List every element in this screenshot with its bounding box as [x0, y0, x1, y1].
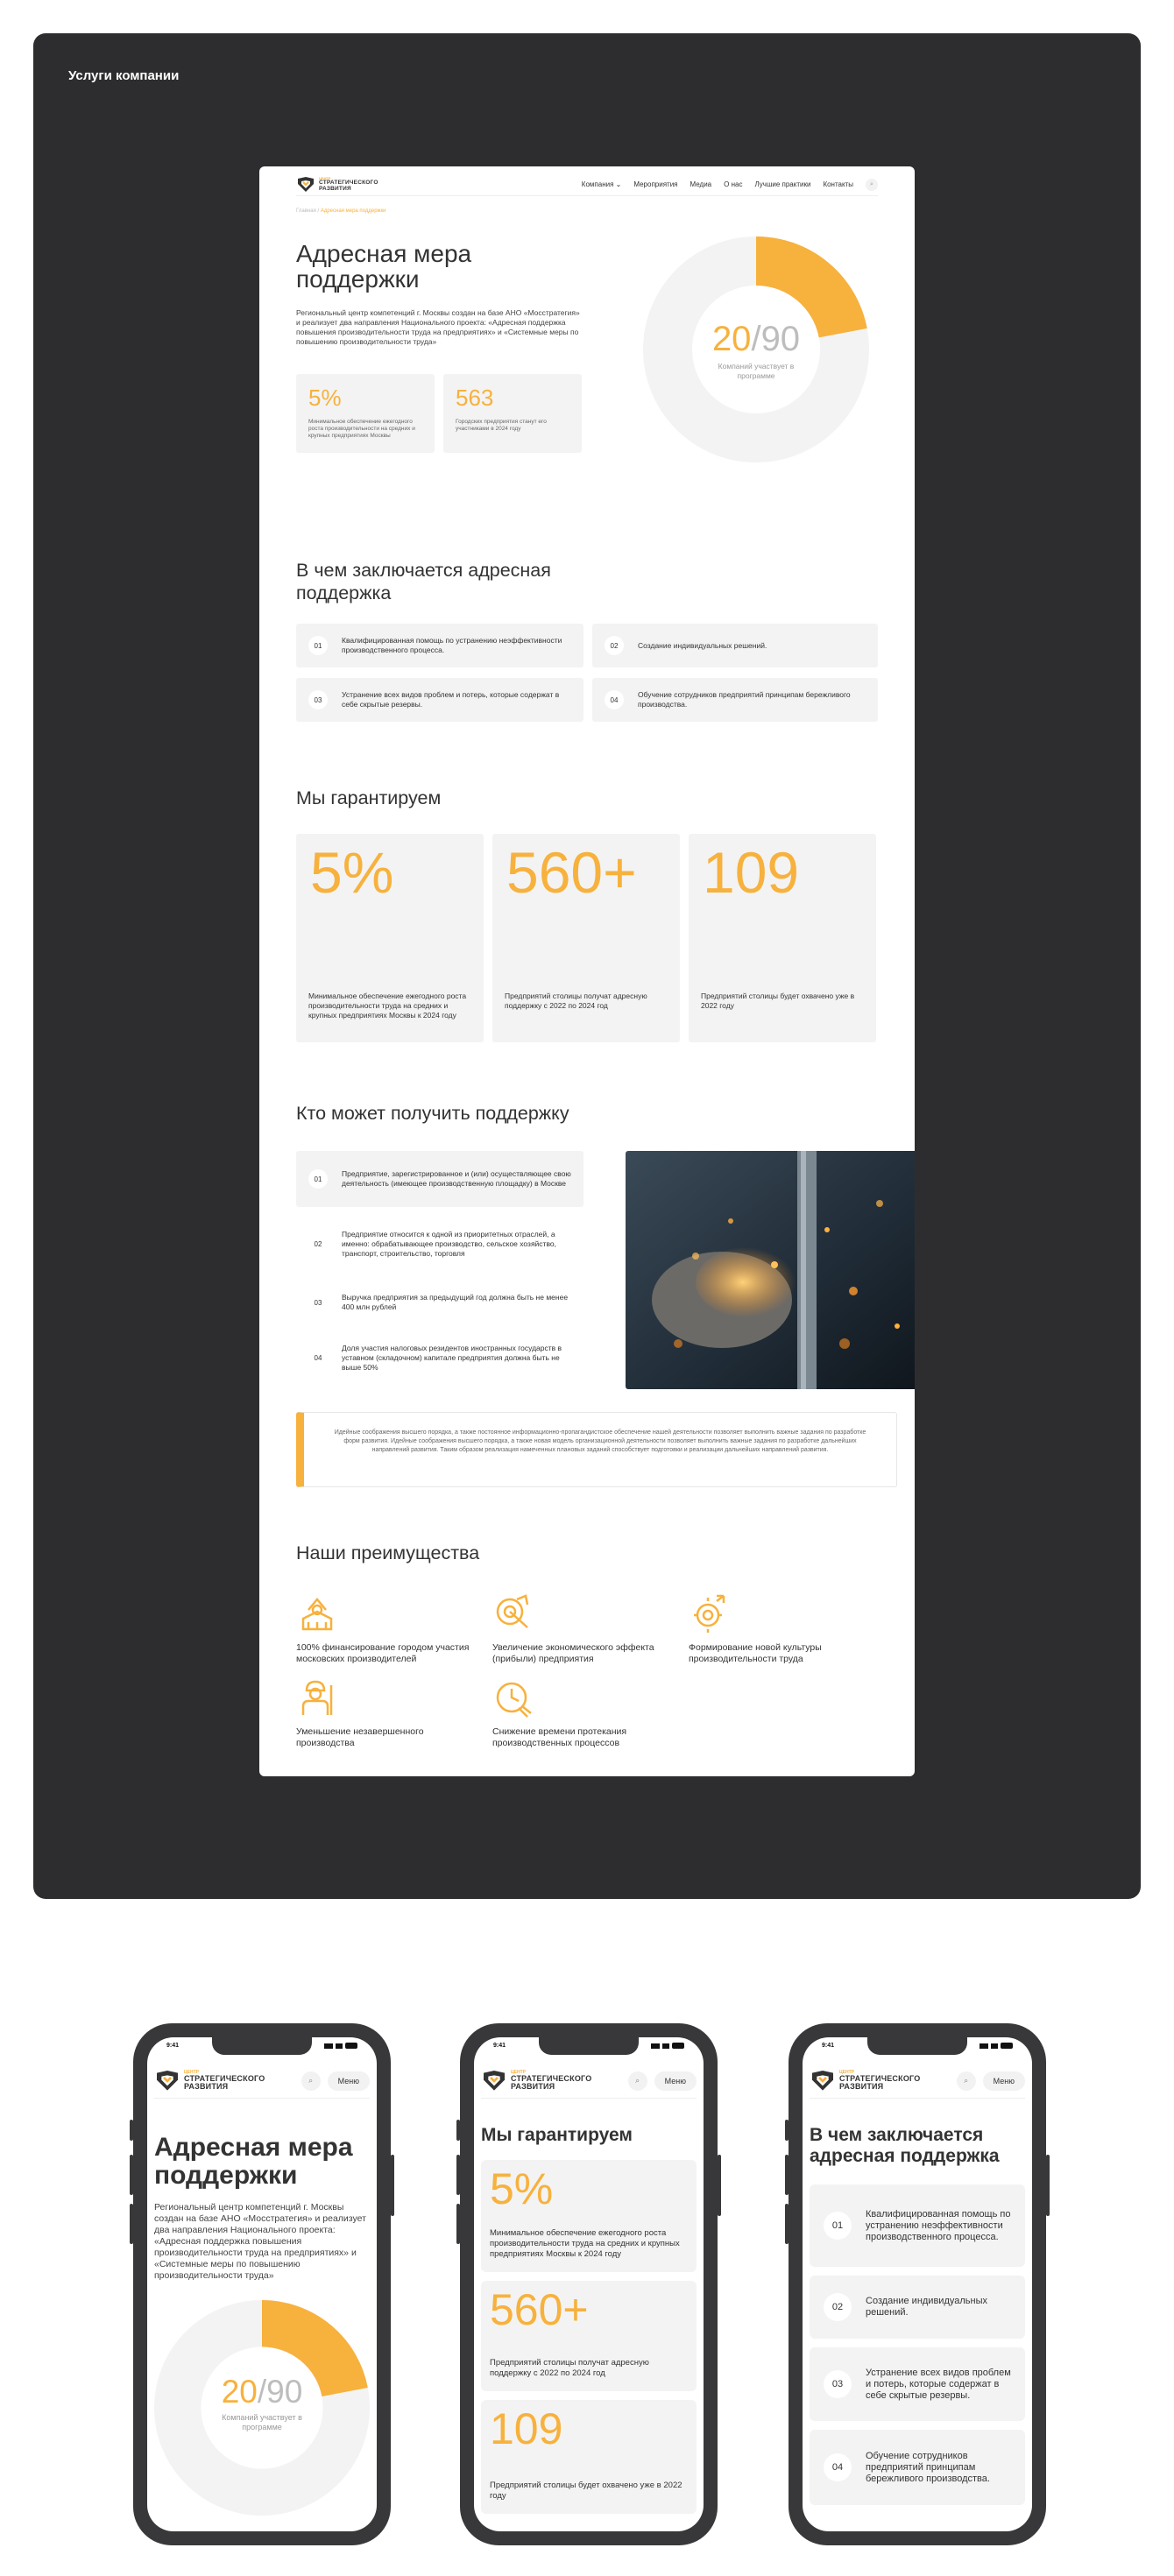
nav-item-company[interactable]: Компания ⌄ [581, 180, 622, 188]
section-title-guarantee: Мы гарантируем [296, 787, 442, 808]
feature-number: 04 [605, 690, 624, 709]
logo-line1: ЦЕНТР [184, 2070, 199, 2075]
status-icons [324, 2043, 357, 2049]
dark-panel [33, 33, 1141, 1899]
status-icons [651, 2043, 684, 2049]
eligibility-number: 01 [308, 1169, 328, 1189]
status-time: 9:41 [166, 2043, 180, 2049]
funding-icon [296, 1592, 338, 1634]
logo-line1: ЦЕНТР [839, 2070, 854, 2075]
eligibility-text: Выручка предприятия за предыдущий год должна быть не менее 400 млн рублей [342, 1293, 569, 1311]
phone-screen [474, 2037, 704, 2531]
logo-mark-icon [154, 2071, 180, 2092]
phone-mockup-hero [133, 2023, 391, 2545]
phone-mockup-essence [789, 2023, 1046, 2545]
guarantee-text: Предприятий столицы будет охвачено уже в 2022 году [490, 2481, 682, 2501]
feature-item [810, 2276, 1025, 2339]
worker-icon [296, 1676, 338, 1719]
advantage-item [492, 1592, 680, 1665]
feature-text: Создание индивидуальных решений. [638, 640, 767, 650]
eligibility-item[interactable] [296, 1216, 583, 1272]
feature-number: 02 [605, 636, 624, 655]
feature-text: Создание индивидуальных решений. [866, 2296, 987, 2318]
phone-screen [803, 2037, 1032, 2531]
logo-mark-icon [481, 2071, 507, 2092]
logo-line3: РАЗВИТИЯ [184, 2082, 229, 2091]
hero-description: Региональный центр компетенций г. Москвы создан на базе АНО «Мосстратегия» и реализует два направления Национального проекта: «Адресная поддержка повышения производительности труда на предприятиях» и «Системные меры по повышению производительности труда» [296, 308, 580, 346]
mobile-header [810, 2064, 1025, 2099]
phone-screen [147, 2037, 377, 2531]
logo-mark-icon [296, 177, 315, 193]
guarantee-text: Минимальное обеспечение ежегодного роста производительности труда на средних и крупных предприятиях Москвы к 2024 году [308, 992, 467, 1020]
feature-text: Устранение всех видов проблем и потерь, которые содержат в себе скрытые резервы. [866, 2367, 1011, 2401]
feature-item [592, 624, 878, 667]
advantage-text: Увеличение экономического эффекта (прибыли) предприятия [492, 1642, 654, 1664]
status-time: 9:41 [822, 2043, 835, 2049]
guarantee-card [689, 834, 876, 1042]
donut-total: 90 [266, 2374, 303, 2410]
feature-text: Обучение сотрудников предприятий принципам бережливого производства. [866, 2450, 990, 2484]
nav-item-practices[interactable]: Лучшие практики [754, 180, 811, 188]
breadcrumb-separator: / [317, 208, 320, 214]
breadcrumb [296, 208, 386, 214]
search-icon[interactable]: ⌕ [301, 2071, 321, 2091]
stat-value: 5% [308, 385, 342, 411]
menu-button[interactable]: Меню [328, 2071, 370, 2091]
nav-item-contacts[interactable]: Контакты [823, 180, 853, 188]
mobile-header [481, 2064, 697, 2099]
guarantee-card [296, 834, 484, 1042]
logo-line1: ЦЕНТР [319, 176, 331, 180]
logo[interactable] [810, 2071, 920, 2092]
advantage-item [689, 1592, 876, 1665]
panel-title: Услуги компании [68, 68, 180, 83]
industrial-photo [626, 1151, 915, 1389]
donut-value: 20 [711, 320, 752, 358]
feature-number: 04 [824, 2453, 852, 2481]
search-icon[interactable]: ⌕ [957, 2071, 976, 2091]
menu-button[interactable]: Меню [654, 2071, 697, 2091]
nav-item-events[interactable]: Мероприятия [633, 180, 678, 188]
feature-number: 03 [824, 2370, 852, 2398]
donut-separator: / [751, 320, 761, 358]
guarantee-text: Предприятий столицы будет охвачено уже в 2022 году [701, 992, 855, 1010]
section-title-guarantee: Мы гарантируем [481, 2125, 633, 2145]
guarantee-value: 560+ [490, 2285, 589, 2334]
logo-line2: СТРАТЕГИЧЕСКОГО [184, 2074, 265, 2083]
logo-line3: РАЗВИТИЯ [319, 185, 351, 192]
mobile-header [154, 2064, 370, 2099]
guarantee-text: Предприятий столицы получат адресную поддержку с 2022 по 2024 год [505, 992, 647, 1010]
donut-value: 20 [221, 2374, 258, 2410]
breadcrumb-home[interactable]: Главная [296, 208, 316, 214]
logo-line2: СТРАТЕГИЧЕСКОГО [511, 2074, 592, 2083]
feature-text: Устранение всех видов проблем и потерь, которые содержат в себе скрытые резервы. [342, 690, 560, 709]
growth-target-icon [492, 1592, 534, 1634]
logo-line3: РАЗВИТИЯ [839, 2082, 884, 2091]
donut-caption: Компаний участвует в программе [222, 2413, 302, 2431]
feature-text: Квалифицированная помощь по устранению неэффективности производственного процесса. [342, 636, 562, 654]
advantage-item [296, 1676, 484, 1749]
guarantee-value: 5% [310, 840, 394, 905]
advantage-item [492, 1676, 680, 1749]
logo-line2: СТРАТЕГИЧЕСКОГО [319, 180, 378, 186]
culture-gear-icon [689, 1592, 731, 1634]
feature-text: Обучение сотрудников предприятий принципам бережливого производства. [638, 690, 851, 709]
guarantee-text: Минимальное обеспечение ежегодного роста производительности труда на средних и крупных предприятиях Москвы к 2024 году [490, 2228, 680, 2259]
logo-mark-icon [810, 2071, 836, 2092]
breadcrumb-current: Адресная мера поддержки [320, 208, 386, 214]
feature-item [810, 2347, 1025, 2421]
logo-line2: СТРАТЕГИЧЕСКОГО [839, 2074, 921, 2083]
stat-text: Минимальное обеспечение ежегодного роста производительности на средних и крупных предприятиях Москвы [308, 419, 415, 439]
eligibility-text: Предприятие относится к одной из приоритетных отраслей, а именно: обрабатывающее производство, сельское хозяйство, транспорт, строительство, торговля [342, 1229, 556, 1258]
feature-number: 03 [308, 690, 328, 709]
advantage-text: Уменьшение незавершенного производства [296, 1726, 424, 1748]
eligibility-text: Предприятие, зарегистрированное и (или) осуществляющее свою деятельность (имеющее производственную площадку) в Москве [342, 1169, 571, 1188]
section-title-who: Кто может получить поддержку [296, 1103, 569, 1124]
donut-separator: / [257, 2374, 267, 2410]
eligibility-item[interactable] [296, 1333, 583, 1382]
donut-center [154, 2375, 370, 2432]
timer-tools-icon [492, 1676, 534, 1719]
donut-total: 90 [760, 320, 801, 358]
eligibility-number: 04 [308, 1348, 328, 1367]
stat-card [296, 374, 435, 453]
guarantee-card [481, 2400, 697, 2514]
feature-item [810, 2184, 1025, 2267]
logo-line1: ЦЕНТР [511, 2070, 526, 2075]
logo[interactable] [154, 2071, 265, 2092]
section-title-essence: В чем заключается адресная поддержка [810, 2125, 1000, 2166]
guarantee-value: 109 [703, 840, 800, 905]
hero-description: Региональный центр компетенций г. Москвы создан на базе АНО «Мосстратегия» и реализует два направления Национального проекта: «Адресная поддержка повышения производительности труда на предприятиях» и «Системные меры по повышению производительности труда» [154, 2202, 366, 2281]
advantage-text: Снижение времени протекания производственных процессов [492, 1726, 627, 1748]
main-nav [582, 179, 878, 191]
status-icons [980, 2043, 1013, 2049]
feature-number: 02 [824, 2293, 852, 2321]
advantage-text: Формирование новой культуры производительности труда [689, 1642, 822, 1664]
eligibility-number: 02 [308, 1234, 328, 1253]
eligibility-item[interactable] [296, 1151, 583, 1207]
feature-number: 01 [308, 636, 328, 655]
guarantee-value: 109 [490, 2404, 563, 2453]
guarantee-value: 560+ [506, 840, 637, 905]
phone-mockup-guarantee [460, 2023, 718, 2545]
feature-text: Квалифицированная помощь по устранению неэффективности производственного процесса. [866, 2208, 1011, 2242]
guarantee-card [492, 834, 680, 1042]
status-time: 9:41 [493, 2043, 506, 2049]
desktop-page [259, 166, 915, 1776]
nav-item-about[interactable]: О нас [724, 180, 743, 188]
eligibility-item[interactable] [296, 1281, 583, 1324]
feature-number: 01 [824, 2212, 852, 2240]
feature-item [296, 678, 583, 722]
menu-button[interactable]: Меню [983, 2071, 1025, 2091]
feature-item [296, 624, 583, 667]
section-title-advantages: Наши преимущества [296, 1542, 480, 1563]
logo[interactable] [296, 177, 378, 193]
stat-value: 563 [456, 385, 494, 411]
stat-card [443, 374, 582, 453]
advantage-text: 100% финансирование городом участия московских производителей [296, 1642, 470, 1664]
page-title: Адресная мера поддержки [296, 240, 472, 293]
nav-item-media[interactable]: Медиа [690, 180, 712, 188]
logo-line3: РАЗВИТИЯ [511, 2082, 555, 2091]
info-note: Идейные соображения высшего порядка, а также постоянное информационно-пропагандистское обеспечение нашей деятельности позволяет выполнить важные задания по разработке форм развития. Идейные соображения высшего порядка, а также новая модель организационной деятельности позволяет выполнить важные задания по разработке дальнейших направлений развития. Таким образом реализация намеченных плановых заданий способствует подготовки и реализации дальнейших направлений развития. [296, 1412, 897, 1487]
feature-item [592, 678, 878, 722]
eligibility-number: 03 [308, 1293, 328, 1312]
donut-center [643, 320, 869, 381]
search-icon[interactable]: ⌕ [866, 179, 878, 191]
donut-caption: Компаний участвует в программе [718, 362, 795, 380]
guarantee-card [481, 2281, 697, 2391]
guarantee-value: 5% [490, 2164, 554, 2213]
feature-item [810, 2430, 1025, 2505]
page-title: Адресная мера поддержки [154, 2133, 353, 2190]
search-icon[interactable]: ⌕ [628, 2071, 647, 2091]
guarantee-card [481, 2160, 697, 2272]
site-header [296, 173, 878, 196]
advantage-item [296, 1592, 484, 1665]
guarantee-text: Предприятий столицы получат адресную поддержку с 2022 по 2024 год [490, 2358, 649, 2378]
eligibility-text: Доля участия налоговых резидентов иностранных государств в уставном (складочном) капитале предприятия должна быть не выше 50% [342, 1343, 562, 1372]
stat-text: Городских предприятия станут его участниками в 2024 году [456, 419, 547, 432]
section-title-essence: В чем заключается адресная поддержка [296, 560, 551, 603]
logo[interactable] [481, 2071, 591, 2092]
